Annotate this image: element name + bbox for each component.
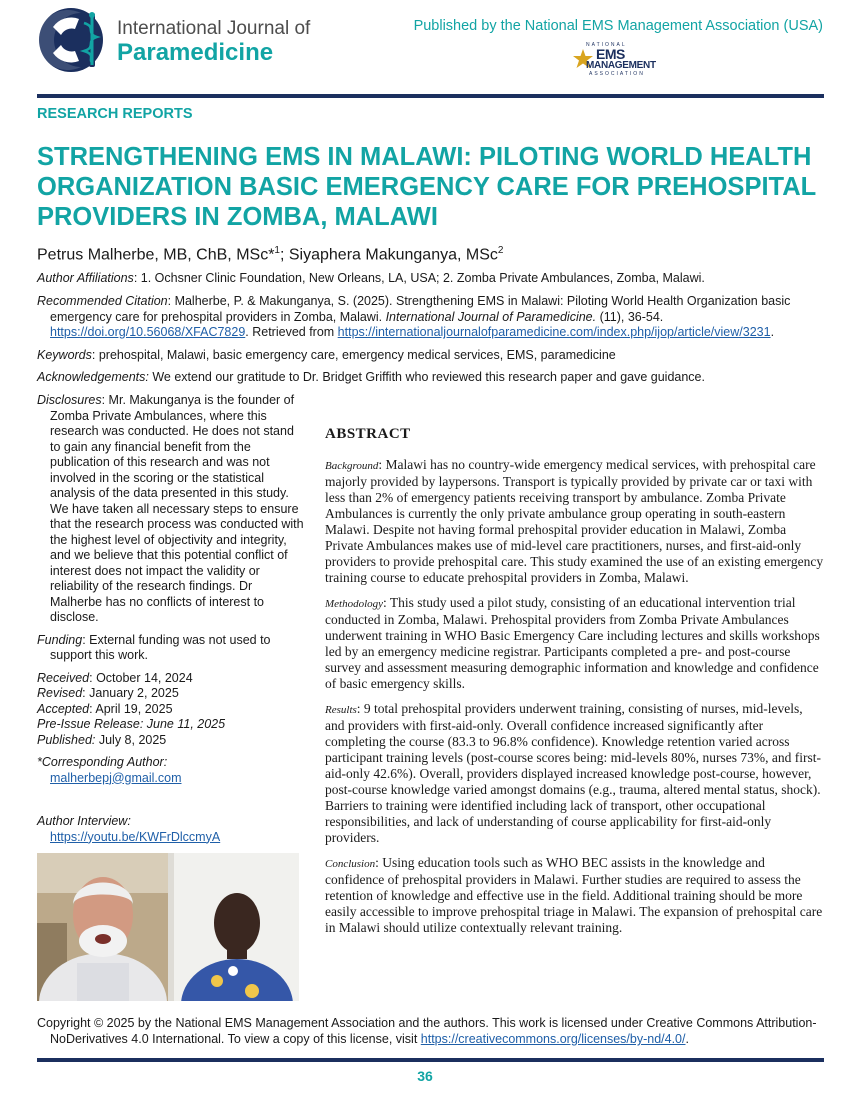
corresponding-label: *Corresponding Author <box>37 755 164 769</box>
nema-management: MANAGEMENT <box>586 60 656 71</box>
citation-label: Recommended Citation <box>37 294 168 308</box>
keywords-label: Keywords <box>37 348 92 362</box>
corresponding-email-link[interactable]: malherbepj@gmail.com <box>50 770 182 785</box>
journal-name-line2: Paramedicine <box>117 39 274 66</box>
citation-journal: International Journal of Paramedicine. <box>385 309 597 324</box>
author-affiliations <box>37 271 812 287</box>
conclusion-label: Conclusion <box>325 858 376 870</box>
author-name: Petrus Malherbe, MB, ChB, MSc* <box>37 246 275 264</box>
date-pre-issue: Pre-Issue Release: June 11, 2025 <box>37 717 226 731</box>
citation-text: (11), 36-54. <box>596 309 664 324</box>
conclusion-text: : Using education tools such as WHO BEC assists in the knowledge and confidence of prehospital providers in Malawi. Further studies are required to assess the retention of knowledge and effective use in the field. Additional training should be more easily accessible to improve prehospital triage in Malawi. The expansion of prehospital care in Malawi should utilize contextually relevant training. <box>325 855 823 935</box>
funding <box>37 633 307 664</box>
author-name: Siyaphera Makunganya, MSc <box>288 246 498 264</box>
left-sidebar <box>37 393 307 845</box>
license-link[interactable]: https://creativecommons.org/licenses/by-nd/4.0/ <box>420 1032 686 1046</box>
disclosures-text: : Mr. Makunganya is the founder of Zomba Private Ambulances, where this research was conducted. He does not stand to gain any financial benefit from the publication of this research and was not involved in the scoring or the statistical analysis of the data presented in this study. We have taken all necessary steps to ensure that the research process was conducted with the highest level of objectivity and integrity, and we believe that this potential conflict of interest does not impact the validity or reliability of the research findings. Dr Malherbe has no conflicts of interest to disclose. <box>50 393 304 624</box>
article-dates <box>37 671 307 749</box>
author-separator: ; <box>279 246 289 264</box>
keywords <box>37 348 812 364</box>
caduceus-logo-icon <box>37 5 109 75</box>
interview-label: Author Interview: <box>37 814 131 828</box>
article-title: STRENGTHENING EMS IN MALAWI: PILOTING WORLD HEALTH ORGANIZATION BASIC EMERGENCY CARE FOR PREHOSPITAL PROVIDERS IN ZOMBA, MALAWI <box>37 143 816 231</box>
author-list <box>37 245 503 264</box>
nema-association: ASSOCIATION <box>589 71 645 77</box>
background-label: Background <box>325 460 379 472</box>
background-text: : Malawi has no country-wide emergency medical services, with prehospital care majorly provided by laypersons. Transport is typically provided by private car or taxi with less than 2% of emergency patients receiving transport by ambulance. Zomba Private Ambulances is currently the only private ambulance group operating in south-eastern Malawi. Despite not having formal prehospital provider education in Malawi, Zomba Private Ambulances makes use of mid-level care practitioners, nurses, and first-aid-only providers to provide prehospital care. This study examined the use of an existing emergency training course to educate prehospital providers in Zomba, Malawi. <box>325 457 824 585</box>
recommended-citation <box>37 294 812 341</box>
affiliations-text: : 1. Ochsner Clinic Foundation, New Orleans, LA, USA; 2. Zomba Private Ambulances, Zomba, Malawi. <box>133 271 705 285</box>
date-accepted: Accepted: April 19, 2025 <box>37 701 173 716</box>
doi-link[interactable]: https://doi.org/10.56068/XFAC7829 <box>50 325 246 339</box>
nema-national: NATIONAL <box>586 42 627 48</box>
affiliation-marker: 1 <box>274 245 280 256</box>
acknowledgements-text: We extend our gratitude to Dr. Bridget Griffith who reviewed this research paper and gave guidance. <box>148 370 705 384</box>
header-divider <box>37 94 824 98</box>
methodology-label: Methodology <box>325 598 384 610</box>
journal-logo <box>37 5 317 75</box>
results-label: Results <box>325 704 357 716</box>
footer-divider <box>37 1058 824 1062</box>
nema-logo <box>572 42 658 78</box>
keywords-text: : prehospital, Malawi, basic emergency care, emergency medical services, EMS, paramedicine <box>91 348 616 362</box>
citation-text: . Retrieved from <box>245 325 338 339</box>
abstract-conclusion <box>325 855 825 936</box>
author-interview <box>37 814 307 845</box>
citation-text: . <box>770 325 775 339</box>
affiliation-marker: 2 <box>497 245 504 256</box>
abstract-methodology <box>325 595 825 692</box>
journal-name-line1: International Journal of <box>117 18 311 39</box>
funding-text: : External funding was not used to support this work. <box>50 632 271 662</box>
funding-label: Funding <box>37 632 83 647</box>
acknowledgements <box>37 370 812 386</box>
copyright-notice: Copyright © 2025 by the National EMS Management Association and the authors. This work is licensed under Creative Commons Attribution-NoDerivatives 4.0 International. To view a copy of this license, visit https://creativecommons.org/licenses/by-nd/4.0/. <box>37 1016 817 1046</box>
article-url-link[interactable]: https://internationaljournalofparamedicine.com/index.php/ijop/article/view/3231 <box>337 325 771 339</box>
nema-ems: EMS <box>596 46 625 62</box>
abstract <box>325 426 825 945</box>
disclosures-label: Disclosures <box>37 393 102 407</box>
disclosures <box>37 393 307 626</box>
section-label: RESEARCH REPORTS <box>37 106 193 122</box>
citation-text: : Malherbe, P. & Makunganya, S. (2025). Strengthening EMS in Malawi: Piloting World Health Organization basic emergency care for prehospital providers in Zomba, Malawi. <box>50 294 791 324</box>
corresponding-author: *Corresponding Author: malherbepj@gmail.com <box>37 755 182 785</box>
date-revised: Revised: January 2, 2025 <box>37 686 179 700</box>
date-received: Received: October 14, 2024 <box>37 670 193 685</box>
methodology-text: : This study used a pilot study, consisting of an educational intervention trial conducted in Zomba, Malawi. Prehospital providers from Zomba Private Ambulances underwent training in WHO Basic Emergency Care including lectures and skills workshops led by an emergency medicine registrar. Participants completed a pre- and post-course survey and assessment measuring demographic information and knowledge and confidence of basic emergency skills. <box>325 595 820 691</box>
date-published: Published: July 8, 2025 <box>37 732 167 747</box>
author-interview-photo[interactable] <box>37 853 299 1001</box>
abstract-background <box>325 457 825 586</box>
acknowledgements-label: Acknowledgements: <box>37 370 149 384</box>
page-number: 36 <box>417 1068 433 1084</box>
interview-video-link[interactable]: https://youtu.be/KWFrDlccmyA <box>50 829 221 844</box>
abstract-heading: ABSTRACT <box>325 426 411 442</box>
copyright-text: Copyright © 2025 by the National EMS Management Association and the authors. This work is licensed under Creative Commons Attribution-NoDerivatives 4.0 International. To view a copy of this license, visit <box>37 1016 817 1046</box>
results-text: : 9 total prehospital providers underwent training, consisting of nurses, mid-levels, and providers with first-aid-only. Overall confidence increased significantly after completing the course (83.3 to 96.8% confidence). Knowledge retention varied across participant training levels (post-course scores being: mid-levels 80%, nurses 73%, and first-aid-only 42.6%). Overall, providers displayed increased knowledge post-course, however, post-course knowledge varied amongst domains (e.g., trauma, altered mental status, shock). Barriers to training were identified including lack of transport, other occupational responsibilities, and lack of understanding of course applicability for first-aid-only providers. <box>325 701 821 845</box>
affiliations-label: Author Affiliations <box>37 271 134 285</box>
publisher-line: Published by the National EMS Management Association (USA) <box>413 18 823 34</box>
abstract-results <box>325 701 825 846</box>
